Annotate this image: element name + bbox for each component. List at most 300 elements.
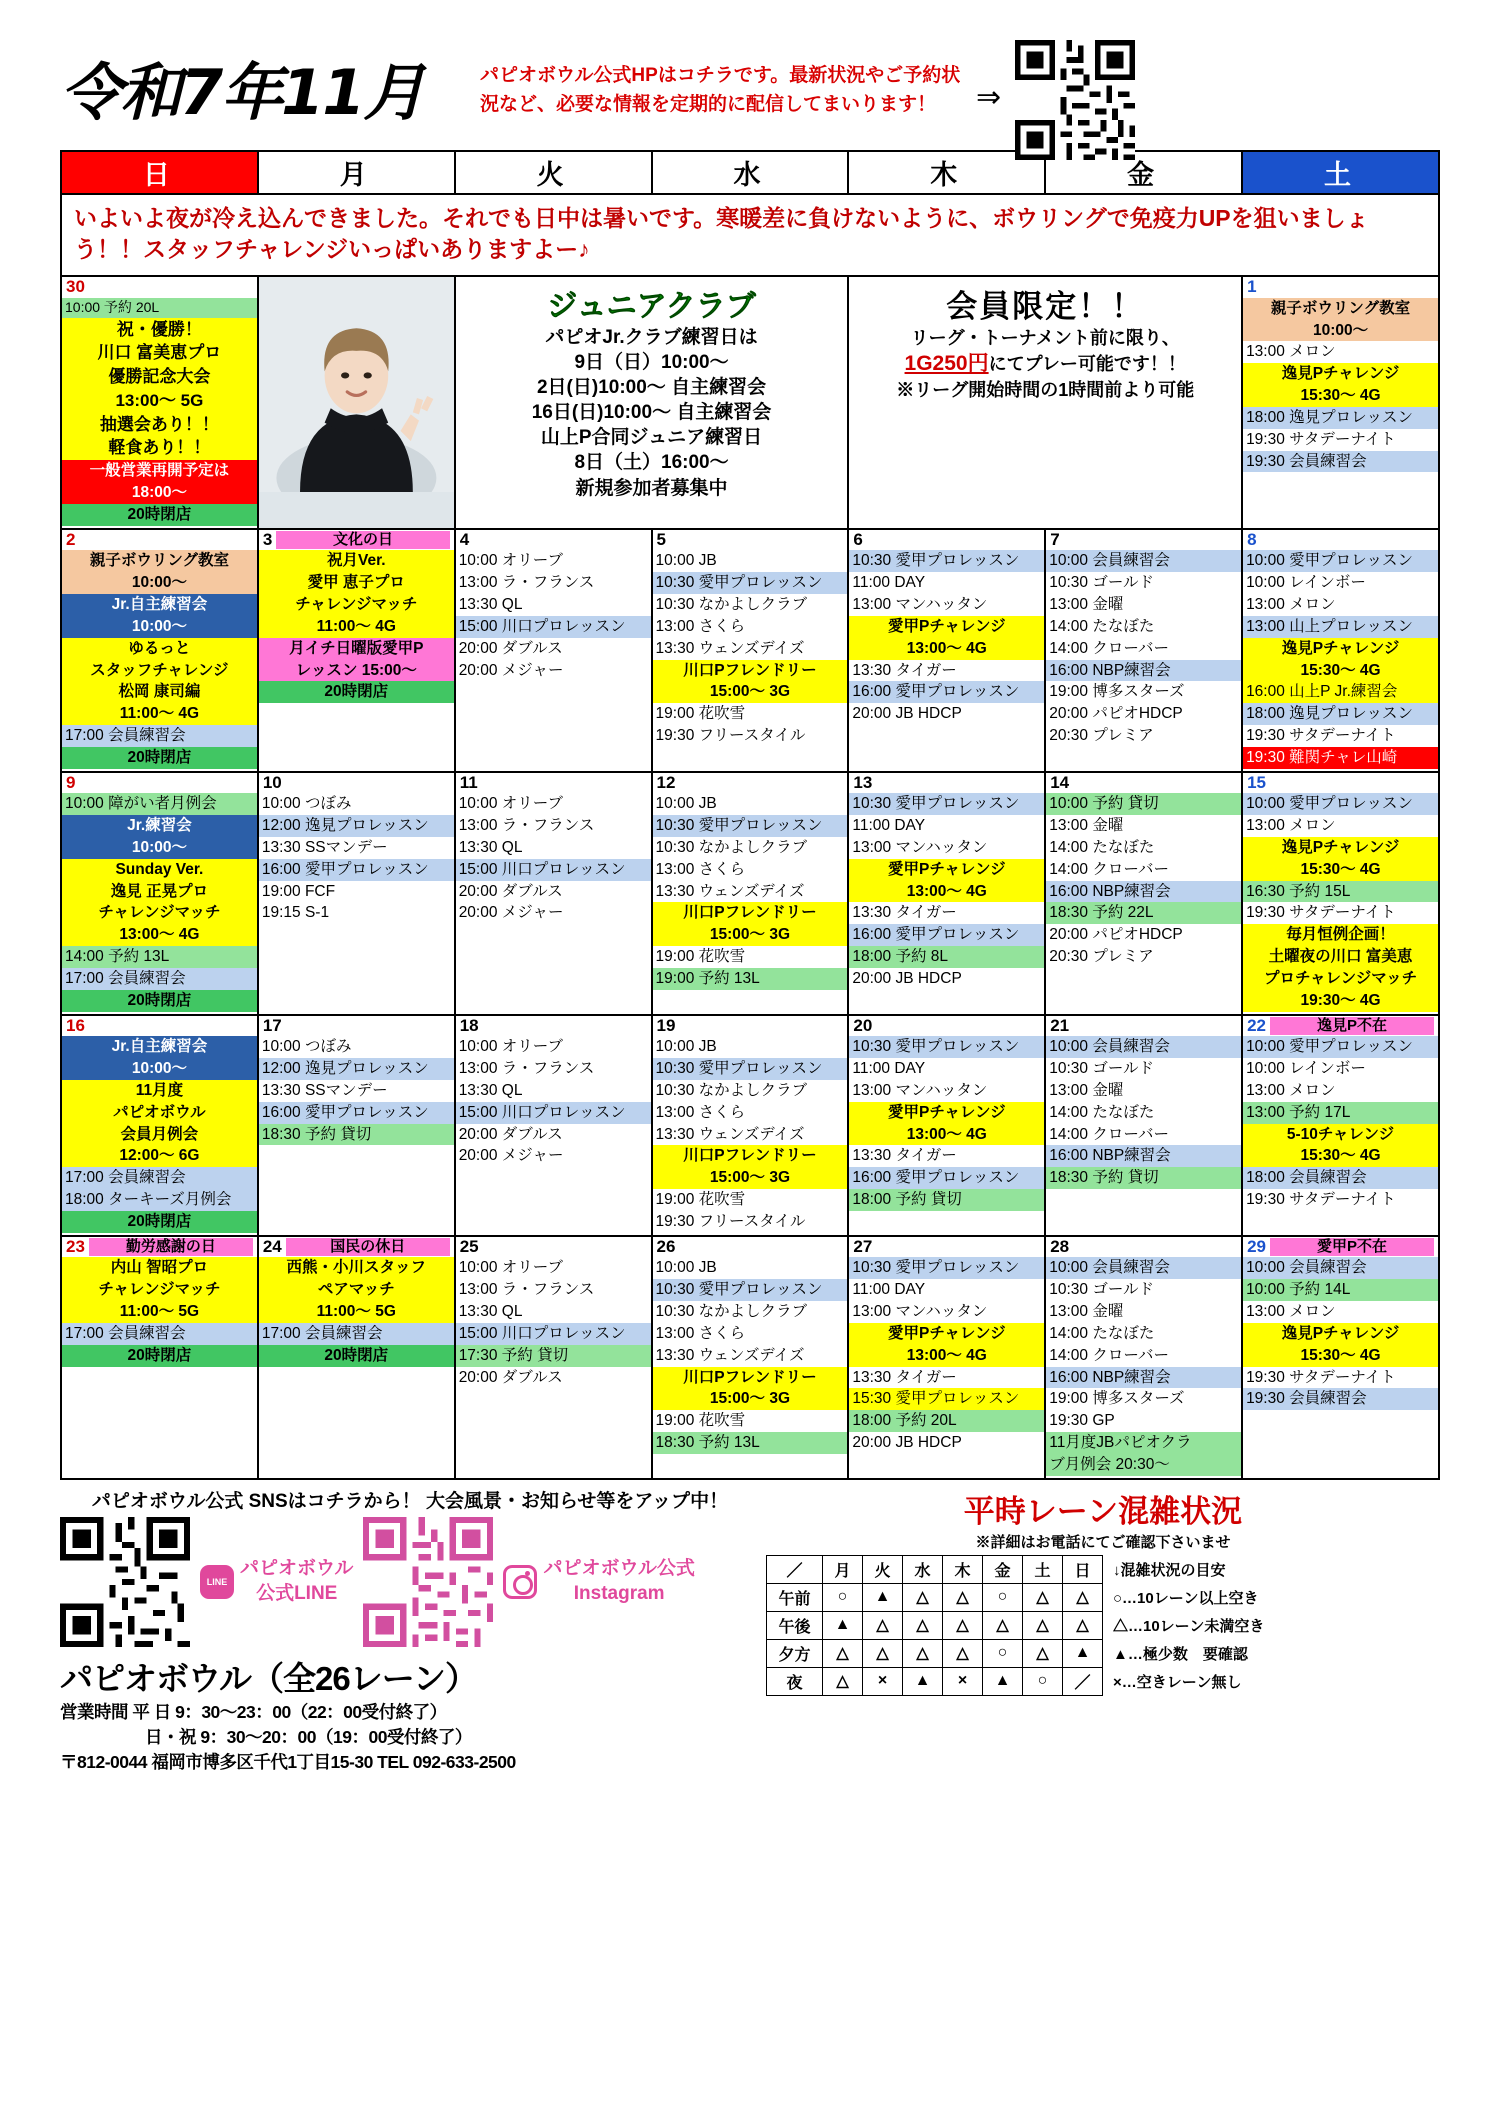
congestion-cell: △ <box>863 1611 903 1639</box>
event-entry: 14:00 たなぼた <box>1046 1102 1241 1124</box>
weekday-fri: 金 <box>1045 151 1242 194</box>
event-entry: 11:00 DAY <box>849 815 1044 837</box>
event-entry: 13:00 マンハッタン <box>849 1080 1044 1102</box>
event-entry: 13:00～ 4G <box>62 924 257 946</box>
event-entry: チャレンジマッチ <box>62 902 257 924</box>
event-entry: 10:00 つぼみ <box>259 793 454 815</box>
day-cell <box>61 529 258 772</box>
event-entry: 13:00 ラ・フランス <box>456 1279 651 1301</box>
event-entry: 11:00 DAY <box>849 572 1044 594</box>
event-entry: 19:30 サタデーナイト <box>1243 1367 1438 1389</box>
event-entry: 10:30 なかよしクラブ <box>653 1301 848 1323</box>
day-number: 28 <box>1050 1236 1070 1256</box>
event-entry: 16:00 愛甲プロレッスン <box>259 1102 454 1124</box>
day-number-row <box>259 530 454 551</box>
event-entry: 10:30 愛甲プロレッスン <box>849 1257 1044 1279</box>
event-list <box>1243 298 1438 475</box>
junior-club-line: パピオJr.クラブ練習日は <box>545 327 758 349</box>
event-entry: 15:30～ 4G <box>1243 385 1438 407</box>
event-entry: 10:00 オリーブ <box>456 1036 651 1058</box>
day-cell <box>258 1236 455 1479</box>
event-entry: 10:00 会員練習会 <box>1046 550 1241 572</box>
event-entry: 19:30 GP <box>1046 1410 1241 1432</box>
staff-photo <box>258 276 455 529</box>
day-cell <box>258 529 455 772</box>
shop-name: パピオボウル（全26レーン） <box>60 1659 478 1697</box>
event-entry: 11:00～ 4G <box>259 616 454 638</box>
instagram-qr-code[interactable] <box>363 1517 493 1647</box>
event-entry: Sunday Ver. <box>62 859 257 881</box>
event-entry: 14:00 たなぼた <box>1046 616 1241 638</box>
event-entry: 19:00 花吹雪 <box>653 946 848 968</box>
event-entry: チャレンジマッチ <box>62 1279 257 1301</box>
congestion-cell: △ <box>943 1611 983 1639</box>
event-list <box>849 793 1044 991</box>
congestion-col-header: 日 <box>1063 1555 1103 1583</box>
event-entry: 19:30 サタデーナイト <box>1243 902 1438 924</box>
footer-left <box>60 1486 760 1776</box>
arrow-icon: ⇒ <box>976 81 1002 114</box>
event-entry: 20:00 ダブルス <box>456 1367 651 1389</box>
event-entry: 12:00 逸見プロレッスン <box>259 815 454 837</box>
congestion-cell: ○ <box>983 1583 1023 1611</box>
congestion-row-label: 夕方 <box>767 1639 823 1667</box>
event-entry: 20:00 メジャー <box>456 1145 651 1167</box>
event-entry: 19:30 サタデーナイト <box>1243 1189 1438 1211</box>
event-entry: 13:00 ラ・フランス <box>456 1058 651 1080</box>
event-entry: 親子ボウリング教室 <box>62 550 257 572</box>
event-entry: 19:00 花吹雪 <box>653 703 848 725</box>
event-entry: 20:00 JB HDCP <box>849 968 1044 990</box>
event-entry: 10:00～ <box>1243 320 1438 342</box>
day-number-row <box>456 530 651 551</box>
congestion-legend-item: ▲…極少数 要確認 <box>1113 1645 1248 1663</box>
event-list <box>653 550 848 748</box>
day-cell <box>1045 1015 1242 1236</box>
congestion-cell: △ <box>983 1611 1023 1639</box>
event-entry: 14:00 予約 13L <box>62 946 257 968</box>
junior-club-line: 9日（日）10:00～ <box>574 352 729 374</box>
event-entry: 抽選会あり！！ <box>62 413 257 437</box>
event-list <box>62 1036 257 1234</box>
day-number: 20 <box>853 1015 873 1035</box>
event-entry: Jr.練習会 <box>62 815 257 837</box>
day-number: 6 <box>853 529 863 549</box>
congestion-legend-item: ○…10レーン以上空き <box>1113 1589 1259 1607</box>
day-number: 13 <box>853 772 873 792</box>
event-entry: 16:30 予約 15L <box>1243 881 1438 903</box>
event-entry: スタッフチャレンジ <box>62 660 257 682</box>
event-entry: 15:00～ 3G <box>653 681 848 703</box>
day-cell <box>1045 772 1242 1015</box>
event-entry: 10:00 つぼみ <box>259 1036 454 1058</box>
day-cell <box>455 529 652 772</box>
official-hp-text: パピオボウル公式HPはコチラです。最新状況やご予約状況など、必要な情報を定期的に配信してまいります！ <box>480 65 961 115</box>
day-cell <box>1242 529 1439 772</box>
event-entry: 10:00 JB <box>653 1036 848 1058</box>
event-entry: ゆるっと <box>62 638 257 660</box>
event-list <box>259 793 454 926</box>
event-entry: 13:30 タイガー <box>849 660 1044 682</box>
congestion-col-header: 金 <box>983 1555 1023 1583</box>
day-number: 29 <box>1247 1236 1266 1256</box>
event-entry: 20:00 パピオHDCP <box>1046 924 1241 946</box>
event-entry: 13:00 さくら <box>653 859 848 881</box>
event-list <box>653 1257 848 1455</box>
calendar-week-row <box>61 529 1439 772</box>
day-number-row <box>456 1237 651 1258</box>
event-list <box>456 793 651 926</box>
event-entry: 17:00 会員練習会 <box>62 1167 257 1189</box>
event-entry: 10:00 オリーブ <box>456 793 651 815</box>
event-entry: 18:30 予約 貸切 <box>1046 1167 1241 1189</box>
event-entry: 逸見 正晃プロ <box>62 881 257 903</box>
event-entry: 10:00 JB <box>653 1257 848 1279</box>
event-entry: 13:00～ 4G <box>849 1124 1044 1146</box>
event-entry: 20:00 パピオHDCP <box>1046 703 1241 725</box>
event-entry: 11月度 <box>62 1080 257 1102</box>
day-number-row <box>1046 1237 1241 1258</box>
event-list <box>1046 550 1241 748</box>
congestion-col-header: 水 <box>903 1555 943 1583</box>
event-entry: 10:00 予約 20L <box>62 298 257 318</box>
event-entry: 軽食あり！！ <box>62 436 257 460</box>
event-entry: 18:00～ <box>62 482 257 504</box>
hours-line-2: 日・祝 9：30～20：00（19：00受付終了） <box>60 1727 472 1748</box>
event-entry: 親子ボウリング教室 <box>1243 298 1438 320</box>
event-entry: 16:00 NBP練習会 <box>1046 1367 1241 1389</box>
day-number-row <box>849 773 1044 794</box>
event-entry: 13:00 マンハッタン <box>849 1301 1044 1323</box>
event-entry: 17:00 会員練習会 <box>62 968 257 990</box>
event-entry: 18:30 予約 13L <box>653 1432 848 1454</box>
event-entry: 優勝記念大会 <box>62 365 257 389</box>
weekday-mon: 月 <box>258 151 455 194</box>
event-entry: 川口Pフレンドリー <box>653 902 848 924</box>
event-entry: 10:30 なかよしクラブ <box>653 1080 848 1102</box>
event-entry: 20時閉店 <box>62 1211 257 1233</box>
event-entry: 10:00～ <box>62 616 257 638</box>
day-number-row <box>62 530 257 551</box>
event-entry: 10:30 愛甲プロレッスン <box>653 572 848 594</box>
event-entry: 17:00 会員練習会 <box>259 1323 454 1345</box>
event-list <box>62 298 257 528</box>
event-entry: 13:00 ラ・フランス <box>456 815 651 837</box>
holiday-label: 文化の日 <box>276 531 449 550</box>
event-list <box>849 1257 1044 1455</box>
event-entry: 15:30～ 4G <box>1243 1345 1438 1367</box>
congestion-row-label: 午前 <box>767 1583 823 1611</box>
event-entry: 12:00 逸見プロレッスン <box>259 1058 454 1080</box>
day-cell <box>455 772 652 1015</box>
line-qr-code[interactable] <box>60 1517 190 1647</box>
event-entry: 15:00 川口プロレッスン <box>456 1323 651 1345</box>
event-entry: 11:00～ 5G <box>62 1301 257 1323</box>
congestion-cell: × <box>943 1667 983 1695</box>
day-cell <box>848 1236 1045 1479</box>
day-number-row <box>653 1016 848 1037</box>
member-price-highlight: 1G250円 <box>904 352 989 376</box>
congestion-cell: ▲ <box>823 1611 863 1639</box>
day-number-row <box>849 530 1044 551</box>
event-list <box>259 550 454 705</box>
event-entry: 16:00 愛甲プロレッスン <box>849 924 1044 946</box>
event-entry: 川口Pフレンドリー <box>653 660 848 682</box>
day-cell <box>1242 772 1439 1015</box>
congestion-col-header: 火 <box>863 1555 903 1583</box>
event-entry: 13:00 メロン <box>1243 1301 1438 1323</box>
event-entry: 14:00 たなぼた <box>1046 837 1241 859</box>
day-number: 10 <box>262 772 282 792</box>
event-entry: 川口 富美恵プロ <box>62 341 257 365</box>
event-entry: 逸見Pチャレンジ <box>1243 1323 1438 1345</box>
event-entry: 16:00 NBP練習会 <box>1046 881 1241 903</box>
address-line: 〒812-0044 福岡市博多区千代1丁目15-30 TEL 092-633-2500 <box>60 1752 516 1773</box>
event-entry: 20:00 JB HDCP <box>849 703 1044 725</box>
day-cell <box>61 276 258 529</box>
line-label: パピオボウル 公式LINE <box>240 1558 354 1604</box>
event-entry: 13:00 メロン <box>1243 341 1438 363</box>
congestion-cell: ▲ <box>903 1667 943 1695</box>
day-cell <box>1242 1236 1439 1479</box>
event-list <box>1046 1036 1241 1191</box>
day-number: 24 <box>262 1236 282 1256</box>
event-entry: 19:30 サタデーナイト <box>1243 725 1438 747</box>
day-number: 1 <box>1247 277 1257 297</box>
event-entry: 17:30 予約 貸切 <box>456 1345 651 1367</box>
event-entry: 20:00 ダブルス <box>456 638 651 660</box>
event-list <box>1243 550 1438 770</box>
congestion-row-label: 夜 <box>767 1667 823 1695</box>
weekday-sun: 日 <box>61 151 258 194</box>
event-list <box>62 1257 257 1368</box>
congestion-cell: ▲ <box>1063 1639 1103 1667</box>
event-entry: 14:00 たなぼた <box>1046 1323 1241 1345</box>
event-entry: 13:00 メロン <box>1243 815 1438 837</box>
event-entry: 14:00 クローバー <box>1046 859 1241 881</box>
day-cell <box>61 1015 258 1236</box>
day-number-row <box>849 1237 1044 1258</box>
event-entry: 10:00 JB <box>653 793 848 815</box>
event-entry: 会員月例会 <box>62 1124 257 1146</box>
day-number-row <box>1243 1016 1438 1037</box>
congestion-corner: ／ <box>767 1555 823 1583</box>
event-entry: 16:00 NBP練習会 <box>1046 660 1241 682</box>
event-entry: 10:30 愛甲プロレッスン <box>653 1279 848 1301</box>
event-entry: 川口Pフレンドリー <box>653 1145 848 1167</box>
instagram-label-group <box>503 1557 694 1606</box>
day-cell <box>848 529 1045 772</box>
day-cell <box>61 772 258 1015</box>
event-entry: 13:00～ 5G <box>62 389 257 413</box>
member-only-title: 会員限定！！ <box>946 289 1145 325</box>
congestion-legend-header: ↓混雑状況の目安 <box>1113 1561 1226 1579</box>
event-entry: 19:30 難関チャレ山崎 <box>1243 747 1438 769</box>
congestion-cell: △ <box>1023 1611 1063 1639</box>
day-number-row <box>259 1237 454 1258</box>
day-number: 2 <box>66 529 76 549</box>
event-entry: 18:30 予約 22L <box>1046 902 1241 924</box>
day-number: 30 <box>66 277 85 297</box>
day-number: 16 <box>66 1015 85 1035</box>
event-entry: 19:30 フリースタイル <box>653 725 848 747</box>
event-entry: 20時閉店 <box>259 1345 454 1367</box>
event-entry: 月イチ日曜版愛甲P <box>259 638 454 660</box>
event-entry: 13:30 ウェンズデイズ <box>653 638 848 660</box>
congestion-cell: △ <box>823 1667 863 1695</box>
event-entry: 16:00 山上P Jr.練習会 <box>1243 681 1438 703</box>
congestion-cell: ○ <box>823 1583 863 1611</box>
event-entry: 11:00～ 5G <box>259 1301 454 1323</box>
calendar-week-row <box>61 1236 1439 1479</box>
day-number-row <box>1243 773 1438 794</box>
event-entry: Jr.自主練習会 <box>62 594 257 616</box>
event-entry: 20:00 メジャー <box>456 902 651 924</box>
event-entry: 10:30 なかよしクラブ <box>653 594 848 616</box>
day-number: 19 <box>656 1015 676 1035</box>
event-entry: 13:30 タイガー <box>849 1145 1044 1167</box>
event-entry: 13:30 SSマンデー <box>259 1080 454 1102</box>
event-entry: ペアマッチ <box>259 1279 454 1301</box>
event-entry: 15:00 川口プロレッスン <box>456 616 651 638</box>
event-entry: 20:30 プレミア <box>1046 946 1241 968</box>
event-entry: 13:30 ウェンズデイズ <box>653 1345 848 1367</box>
event-entry: 10:00 JB <box>653 550 848 572</box>
event-entry: 13:00 さくら <box>653 1323 848 1345</box>
event-entry: 20:00 メジャー <box>456 660 651 682</box>
calendar-week-row <box>61 1015 1439 1236</box>
day-number: 3 <box>262 529 273 549</box>
event-entry: 20:30 プレミア <box>1046 725 1241 747</box>
event-entry: 18:00 予約 8L <box>849 946 1044 968</box>
event-list <box>849 550 1044 727</box>
event-entry: 13:30 ウェンズデイズ <box>653 1124 848 1146</box>
event-entry: 20:00 ダブルス <box>456 881 651 903</box>
day-cell <box>652 1015 849 1236</box>
event-entry: 19:00 博多スターズ <box>1046 681 1241 703</box>
event-list <box>653 1036 848 1234</box>
event-entry: 18:00 会員練習会 <box>1243 1167 1438 1189</box>
junior-club-line: 16日(日)10:00～ 自主練習会 <box>531 402 772 424</box>
event-entry: 19:00 博多スターズ <box>1046 1388 1241 1410</box>
day-number-row <box>62 1016 257 1037</box>
event-entry: Jr.自主練習会 <box>62 1036 257 1058</box>
day-number-row <box>1046 1016 1241 1037</box>
event-entry: 16:00 NBP練習会 <box>1046 1145 1241 1167</box>
event-entry: 16:00 愛甲プロレッスン <box>849 1167 1044 1189</box>
event-entry: 10:00 レインボー <box>1243 1058 1438 1080</box>
congestion-row <box>767 1611 1269 1639</box>
event-entry: 11月度JBパピオクラ <box>1046 1432 1241 1454</box>
event-entry: 逸見Pチャレンジ <box>1243 363 1438 385</box>
congestion-cell: △ <box>823 1639 863 1667</box>
event-entry: 13:00 マンハッタン <box>849 594 1044 616</box>
day-number: 26 <box>656 1236 676 1256</box>
day-number-row <box>456 773 651 794</box>
event-entry: 18:00 予約 貸切 <box>849 1189 1044 1211</box>
event-entry: 19:30 会員練習会 <box>1243 451 1438 473</box>
event-entry: 13:00 金曜 <box>1046 815 1241 837</box>
event-list <box>653 793 848 991</box>
page-title: 令和7年11月 <box>60 56 424 129</box>
day-number: 5 <box>656 529 666 549</box>
event-entry: 19:30～ 4G <box>1243 990 1438 1012</box>
event-entry: 20時閉店 <box>62 747 257 769</box>
day-cell <box>848 772 1045 1015</box>
event-entry: 14:00 クローバー <box>1046 1124 1241 1146</box>
event-entry: 19:00 花吹雪 <box>653 1189 848 1211</box>
monthly-message-text: いよいよ夜が冷え込んできました。それでも日中は暑いです。寒暖差に負けないように、ボウリングで免疫力UPを狙いましょう！！スタッフチャレンジいっぱいありますよー♪ <box>74 205 1369 263</box>
congestion-col-header: 木 <box>943 1555 983 1583</box>
day-number: 21 <box>1050 1015 1070 1035</box>
event-entry: 10:30 ゴールド <box>1046 1279 1241 1301</box>
day-number-row <box>653 530 848 551</box>
line-icon <box>200 1565 234 1599</box>
day-number-row <box>849 1016 1044 1037</box>
event-entry: 10:00～ <box>62 1058 257 1080</box>
event-entry: 15:00～ 3G <box>653 924 848 946</box>
day-number: 9 <box>66 772 76 792</box>
junior-club-line: 山上P合同ジュニア練習日 <box>540 427 763 449</box>
day-cell <box>258 772 455 1015</box>
event-entry: 13:00 メロン <box>1243 594 1438 616</box>
event-entry: 19:00 FCF <box>259 881 454 903</box>
event-entry: 13:00 メロン <box>1243 1080 1438 1102</box>
event-entry: 10:30 ゴールド <box>1046 572 1241 594</box>
hours-line-1: 営業時間 平 日 9：30～23：00（22：00受付終了） <box>60 1701 447 1722</box>
day-number-row <box>62 773 257 794</box>
hp-qr-code[interactable] <box>1015 40 1135 160</box>
day-number-row <box>1243 277 1438 298</box>
event-list <box>1046 793 1241 970</box>
congestion-row <box>767 1667 1269 1695</box>
calendar-table <box>60 150 1440 1480</box>
event-entry: 11:00～ 4G <box>62 703 257 725</box>
junior-club-line: 新規参加者募集中 <box>575 477 728 499</box>
monthly-message <box>61 194 1439 276</box>
day-number-row <box>62 1237 257 1258</box>
event-entry: 逸見Pチャレンジ <box>1243 638 1438 660</box>
event-entry: 13:00～ 4G <box>849 881 1044 903</box>
congestion-table <box>766 1555 1269 1696</box>
event-entry: 16:00 愛甲プロレッスン <box>849 681 1044 703</box>
congestion-cell: △ <box>903 1583 943 1611</box>
congestion-cell: △ <box>863 1639 903 1667</box>
staff-absent-badge: 逸見P不在 <box>1270 1017 1434 1036</box>
congestion-header-row <box>767 1555 1269 1583</box>
event-entry: 10:00 会員練習会 <box>1046 1257 1241 1279</box>
event-entry: 祝月Ver. <box>259 550 454 572</box>
event-entry: 一般営業再開予定は <box>62 460 257 482</box>
event-entry: 18:00 ターキーズ月例会 <box>62 1189 257 1211</box>
event-entry: 13:30 QL <box>456 1301 651 1323</box>
event-entry: 川口Pフレンドリー <box>653 1367 848 1389</box>
event-entry: 18:00 逸見プロレッスン <box>1243 703 1438 725</box>
event-entry: 13:00 金曜 <box>1046 1301 1241 1323</box>
event-entry: 10:00 予約 貸切 <box>1046 793 1241 815</box>
event-entry: 10:00 会員練習会 <box>1243 1257 1438 1279</box>
day-number-row <box>259 773 454 794</box>
event-entry: 15:30～ 4G <box>1243 859 1438 881</box>
event-entry: 13:00 金曜 <box>1046 1080 1241 1102</box>
day-number-row <box>1046 530 1241 551</box>
event-entry: 10:00 オリーブ <box>456 1257 651 1279</box>
event-entry: 逸見Pチャレンジ <box>1243 837 1438 859</box>
event-entry: 毎月恒例企画！ <box>1243 924 1438 946</box>
congestion-col-header: 土 <box>1023 1555 1063 1583</box>
day-number: 15 <box>1247 772 1266 792</box>
congestion-cell: △ <box>903 1611 943 1639</box>
